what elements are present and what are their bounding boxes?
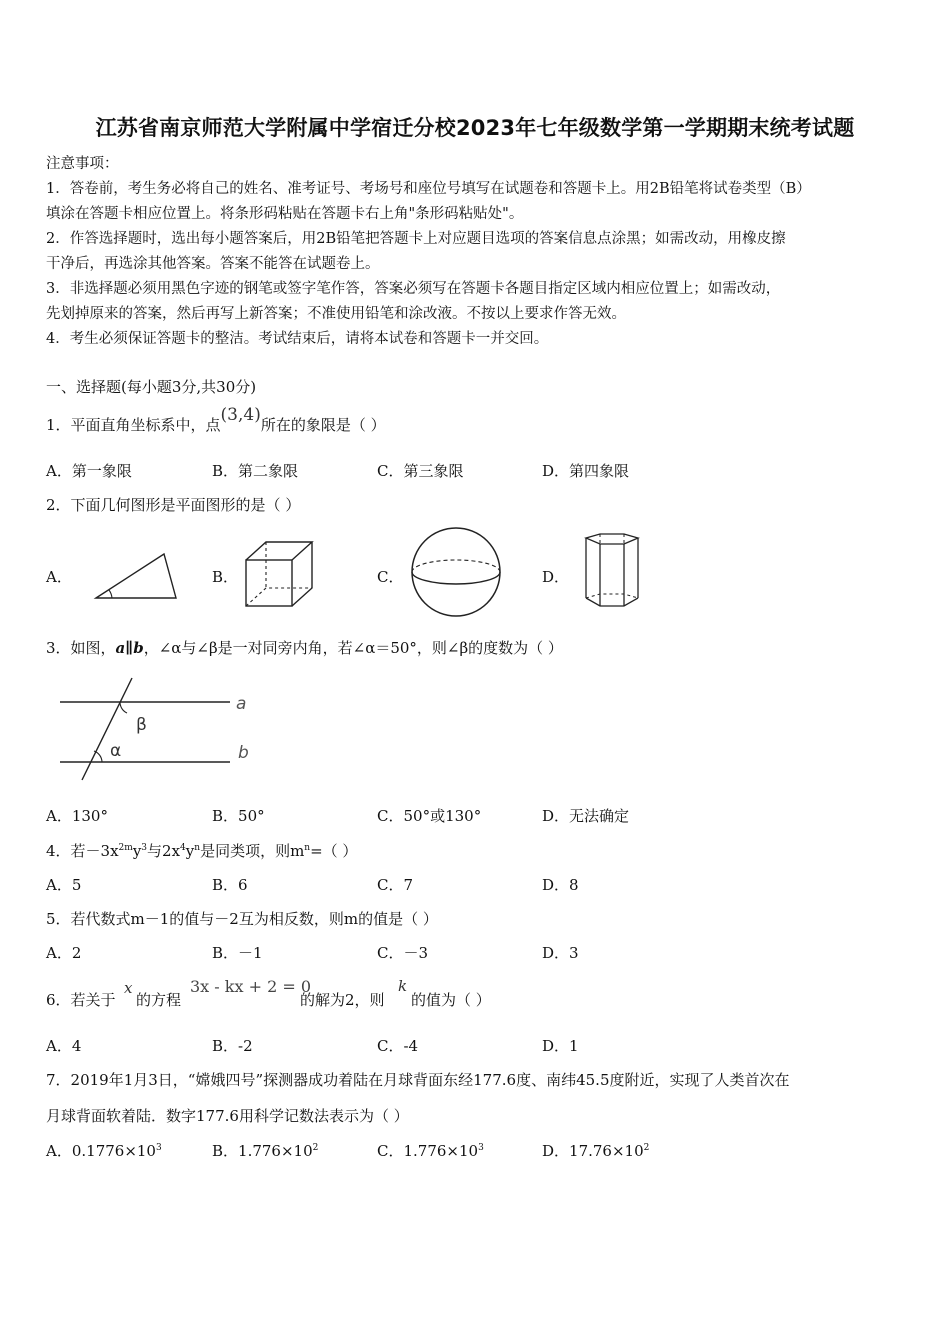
option-d: D．8 [542,876,579,894]
option-b [212,1140,318,1161]
question-6-mid: 的方程 [136,991,182,1009]
triangle-figure [76,540,186,616]
question-7-line1: 7．2019年1月3日，“嫦娥四号”探测器成功着陆在月球背面东经177.6度、南纬45.5度附近，实现了人类首次在 [46,1071,790,1089]
point-coordinates: (3,4) [220,405,261,425]
option-c: C．－3 [377,944,429,962]
question-6-mid2: 的解为2，则 [300,991,385,1009]
question-3-part: 3．如图， [46,639,116,657]
option-b: B．－1 [212,944,263,962]
option-d: D．第四象限 [542,462,630,480]
page-title: 江苏省南京师范大学附属中学宿迁分校2023年七年级数学第一学期期末统考试题 [95,116,855,140]
q4-exponent: n [304,843,311,853]
q4-text: y [132,842,142,860]
question-5: 5．若代数式m－1的值与－2互为相反数，则m的值是（ ） [46,910,438,928]
q4-exponent: 4 [180,843,186,853]
q4-exponent: n [194,843,201,853]
option-exponent: 2 [312,1143,319,1153]
option-d: D．1 [542,1037,579,1055]
option-a: A．2 [46,944,82,962]
variable-k: k [398,977,408,995]
option-d [542,1140,649,1161]
notice-line: 2．作答选择题时，选出每小题答案后，用2B铅笔把答题卡上对应题目选项的答案信息点涂黑；如需改动，用橡皮擦 [46,231,786,247]
q4-text: 与2x [147,842,181,860]
option-c: C．第三象限 [377,462,464,480]
parallel-notation: a∥b [115,639,144,657]
question-1-pre: 1．平面直角坐标系中，点 [46,416,221,434]
option-exponent: 2 [643,1143,650,1153]
hexagonal-prism-figure [572,530,652,614]
notice-heading: 注意事项： [46,156,119,172]
option-exponent: 3 [478,1143,484,1153]
notice-line: 3．非选择题必须用黑色字迹的钢笔或签字笔作答，答案必须写在答题卡各题目指定区域内相应位置上；如需改动， [46,281,781,297]
option-a: A．第一象限 [46,462,132,480]
option-b-label: B． [212,568,239,586]
q4-text: y [185,842,195,860]
question-6-post: 的值为（ ） [411,991,491,1009]
equation: 3x - kx + 2 = 0 [190,977,312,996]
option-b: B．6 [212,876,248,894]
option-c: C．7 [377,876,414,894]
line-b-label: b [238,743,249,763]
option-base: B．1.776×10 [212,1142,313,1160]
option-c: C．-4 [377,1037,419,1055]
question-3 [46,637,563,658]
option-a-label: A． [46,568,72,586]
option-a: A．130° [46,807,108,825]
option-b: B．第二象限 [212,462,299,480]
question-6-pre: 6．若关于 [46,991,116,1009]
beta-label: β [136,715,147,735]
q4-exponent: 3 [141,843,148,853]
option-d-label: D． [542,568,570,586]
option-a: A．5 [46,876,82,894]
option-d: D．3 [542,944,579,962]
question-1 [46,405,386,435]
sphere-figure [406,526,506,618]
question-2: 2．下面几何图形是平面图形的是（ ） [46,496,301,514]
q4-text: 是同类项，则m [200,842,305,860]
notice-line: 先划掉原来的答案，然后再写上新答案；不准使用铅笔和涂改液。不按以上要求作答无效。 [46,306,626,322]
question-7-line2: 月球背面软着陆．数字177.6用科学记数法表示为（ ） [46,1107,409,1125]
q4-text: =（ ） [310,842,358,860]
option-base: C．1.776×10 [377,1142,479,1160]
option-d: D．无法确定 [542,807,630,825]
notice-line: 干净后，再选涂其他答案。答案不能答在试题卷上。 [46,256,380,272]
option-base: D．17.76×10 [542,1142,644,1160]
question-4 [46,840,357,861]
option-c [377,1140,484,1161]
notice-line: 1．答卷前，考生务必将自己的姓名、准考证号、考场号和座位号填写在试题卷和答题卡上。用2B铅笔将试卷类型（B） [46,181,811,197]
line-a-label: a [236,694,247,714]
q4-exponent: 2m [118,843,133,853]
notice-line: 4．考生必须保证答题卡的整洁。考试结束后，请将本试卷和答题卡一并交回。 [46,331,549,347]
option-a [46,1140,162,1161]
option-c: C．50°或130° [377,807,482,825]
question-1-post: 所在的象限是（ ） [260,416,386,434]
notice-line: 填涂在答题卡相应位置上。将条形码粘贴在答题卡右上角"条形码粘贴处"。 [46,206,524,222]
variable-x: x [124,979,133,997]
section-heading: 一、选择题(每小题3分,共30分) [46,378,257,396]
parallel-lines-figure [54,676,264,784]
option-exponent: 3 [155,1143,162,1153]
option-c-label: C． [377,568,404,586]
option-b: B．50° [212,807,265,825]
question-3-part: ，∠α与∠β是一对同旁内角，若∠α＝50°，则∠β的度数为（ ） [143,639,563,657]
alpha-label: α [110,741,122,761]
option-a: A．4 [46,1037,82,1055]
option-b: B．-2 [212,1037,253,1055]
q4-text: 4．若－3x [46,842,119,860]
cube-figure [240,534,322,614]
option-base: A．0.1776×10 [46,1142,156,1160]
